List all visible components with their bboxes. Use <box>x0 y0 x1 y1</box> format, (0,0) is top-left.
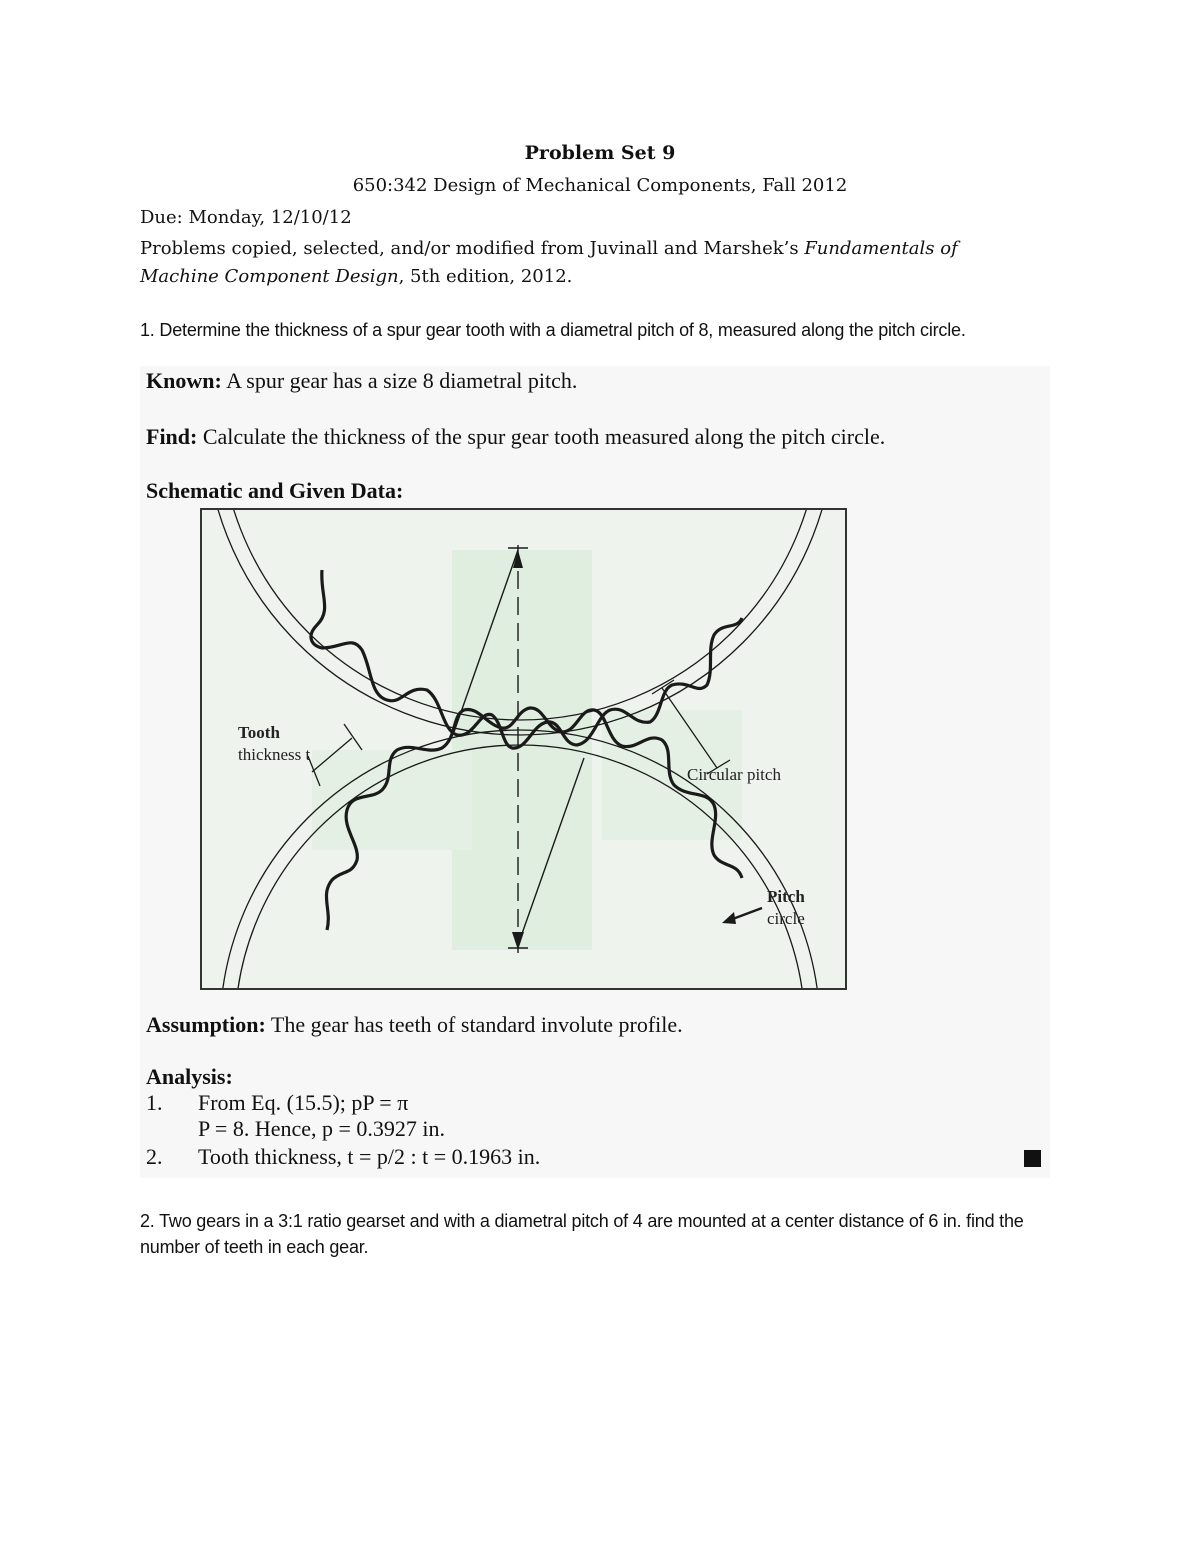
assumption-label: Assumption: <box>146 1012 266 1037</box>
known-text: A spur gear has a size 8 diametral pitch. <box>221 368 578 393</box>
pitch-circle-label-2: circle <box>767 909 805 928</box>
circular-pitch-label: Circular pitch <box>687 765 781 784</box>
page-title: Problem Set 9 <box>524 142 676 164</box>
problem-2: 2. Two gears in a 3:1 ratio gearset and with a diametral pitch of 4 are mounted at a center distance of 6 in. find the number of teeth in each gear. <box>140 1211 1024 1257</box>
step-2-line: Tooth thickness, t = p/2 : t = 0.1963 in. <box>198 1144 541 1169</box>
dim-extension <box>344 724 362 750</box>
tooth-thickness-label-1: Tooth <box>238 723 280 742</box>
end-of-proof-square <box>1024 1150 1041 1167</box>
problem-1: 1. Determine the thickness of a spur gear tooth with a diametral pitch of 8, measured along the pitch circle. <box>140 320 966 340</box>
assumption-text: The gear has teeth of standard involute profile. <box>265 1012 683 1037</box>
course-line: 650:342 Design of Mechanical Components, Fall 2012 <box>352 175 848 196</box>
shade-block <box>312 750 472 850</box>
find-label: Find: <box>146 424 198 449</box>
step-1-line-2: P = 8. Hence, p = 0.3927 in. <box>198 1116 446 1141</box>
find-line <box>146 424 885 450</box>
step-2-number: 2. <box>146 1144 163 1169</box>
analysis-label: Analysis: <box>146 1064 233 1089</box>
source-note <box>140 235 1040 291</box>
step-1-line-1: From Eq. (15.5); pP = π <box>198 1090 409 1115</box>
assumption-line <box>146 1012 683 1038</box>
known-label: Known: <box>146 368 222 393</box>
source-prefix: Problems copied, selected, and/or modified from Juvinall and Marshek’s <box>140 238 805 259</box>
source-suffix: , 5th edition, 2012. <box>398 266 573 287</box>
pitch-circle-label-1: Pitch <box>767 887 805 906</box>
gear-diagram <box>202 510 845 988</box>
arrowhead <box>722 912 736 924</box>
gear-schematic-figure <box>200 508 847 990</box>
schematic-label: Schematic and Given Data: <box>146 478 404 503</box>
solution-block <box>140 366 1050 1178</box>
find-text: Calculate the thickness of the spur gear tooth measured along the pitch circle. <box>197 424 886 449</box>
source-book-title: Fundamentals of Machine Component Design <box>140 238 958 287</box>
step-1-number: 1. <box>146 1090 163 1115</box>
known-line <box>146 368 577 394</box>
due-date: Due: Monday, 12/10/12 <box>140 207 352 228</box>
tooth-thickness-label-2: thickness t <box>238 745 311 764</box>
